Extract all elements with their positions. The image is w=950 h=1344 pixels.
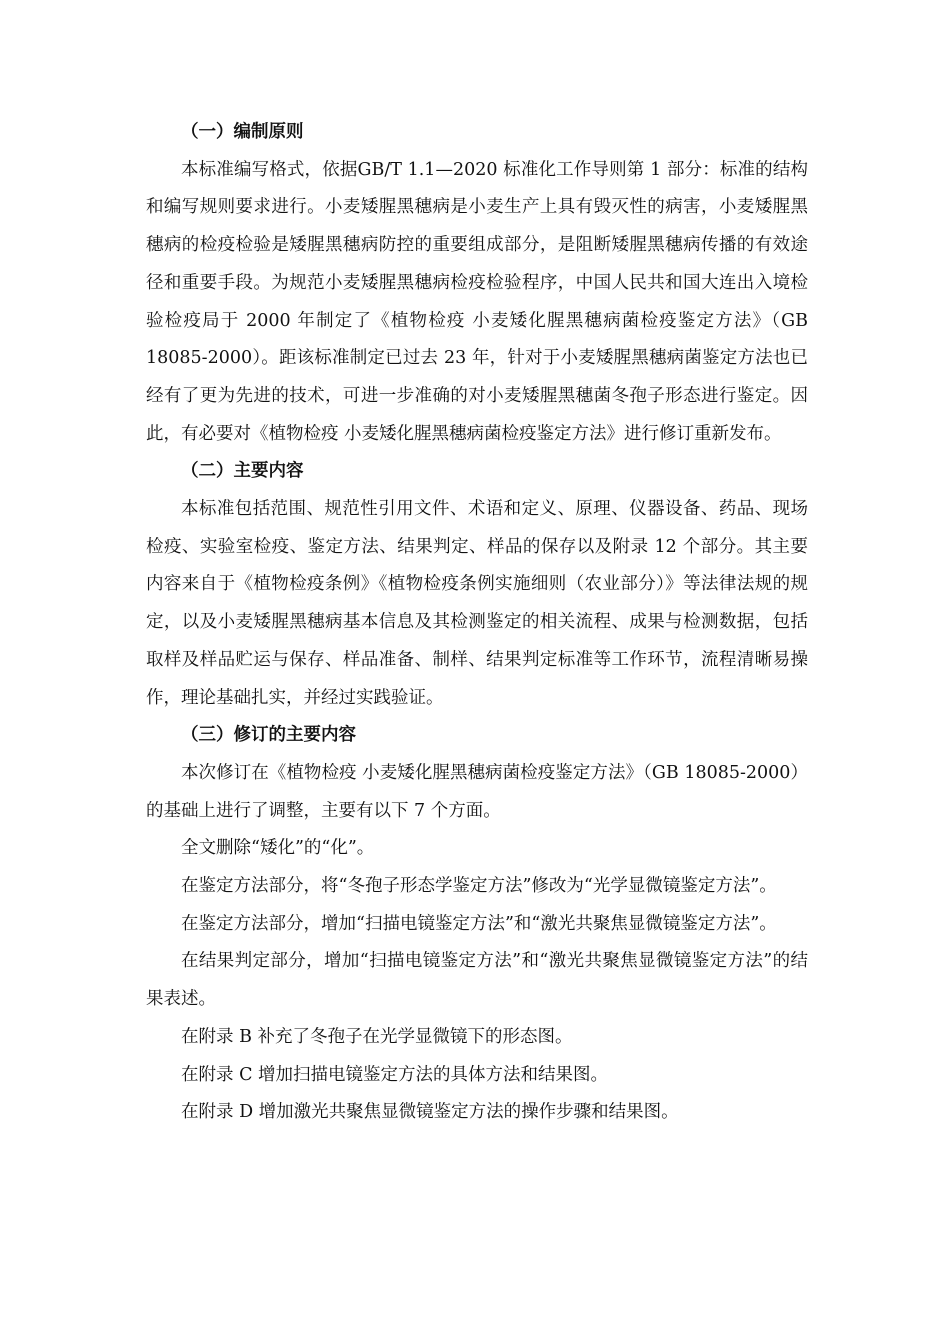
paragraph: 本标准编写格式，依据GB/T 1.1—2020 标准化工作导则第 1 部分：标准的结构和编写规则要求进行。小麦矮腥黑穗病是小麦生产上具有毁灭性的病害，小麦矮腥黑穗病的检疫检验是矮腥黑穗病防控的重要组成部分，是阻断矮腥黑穗病传播的有效途径和重要手段。为规范小麦矮腥黑穗病检疫检验程序，中国人民共和国大连出入境检验检疫局于 2000 年制定了《植物检疫 小麦矮化腥黑穗病菌检疫鉴定方法》（GB 18085-2000）。距该标准制定已过去 23 年，针对于小麦矮腥黑穗病菌鉴定方法也已经有了更为先进的技术，可进一步准确的对小麦矮腥黑穗菌冬孢子形态进行鉴定。因此，有必要对《植物检疫 小麦矮化腥黑穗病菌检疫鉴定方法》进行修订重新发布。	[146, 159, 808, 444]
paragraph: 在附录 C 增加扫描电镜鉴定方法的具体方法和结果图。	[181, 1064, 609, 1085]
paragraph: 本标准包括范围、规范性引用文件、术语和定义、原理、仪器设备、药品、现场检疫、实验室检疫、鉴定方法、结果判定、样品的保存以及附录 12 个部分。其主要内容来自于《植物检疫条例》《植物检疫条例实施细则（农业部分）》等法律法规的规定，以及小麦矮腥黑穗病基本信息及其检测鉴定的相关流程、成果与检测数据，包括取样及样品贮运与保存、样品准备、制样、结果判定标准等工作环节，流程清晰易操作，理论基础扎实，并经过实践验证。	[146, 499, 808, 708]
section-heading-main-content: （二）主要内容	[181, 461, 304, 482]
paragraph: 本次修订在《植物检疫 小麦矮化腥黑穗病菌检疫鉴定方法》（GB 18085-2000）的基础上进行了调整，主要有以下 7 个方面。	[146, 762, 808, 821]
paragraph: 在结果判定部分，增加“扫描电镜鉴定方法”和“激光共聚焦显微镜鉴定方法”的结果表述。	[146, 951, 808, 1010]
paragraph: 在附录 D 增加激光共聚焦显微镜鉴定方法的操作步骤和结果图。	[181, 1102, 679, 1123]
paragraph: 全文删除“矮化”的“化”。	[181, 838, 375, 859]
document-body	[146, 114, 808, 1132]
paragraph: 在附录 B 补充了冬孢子在光学显微镜下的形态图。	[181, 1026, 573, 1047]
paragraph: 在鉴定方法部分，增加“扫描电镜鉴定方法”和“激光共聚焦显微镜鉴定方法”。	[181, 913, 777, 934]
section-heading-principles: （一）编制原则	[181, 122, 304, 142]
section-heading-revisions: （三）修订的主要内容	[181, 725, 356, 746]
paragraph: 在鉴定方法部分，将“冬孢子形态学鉴定方法”修改为“光学显微镜鉴定方法”。	[181, 876, 777, 897]
